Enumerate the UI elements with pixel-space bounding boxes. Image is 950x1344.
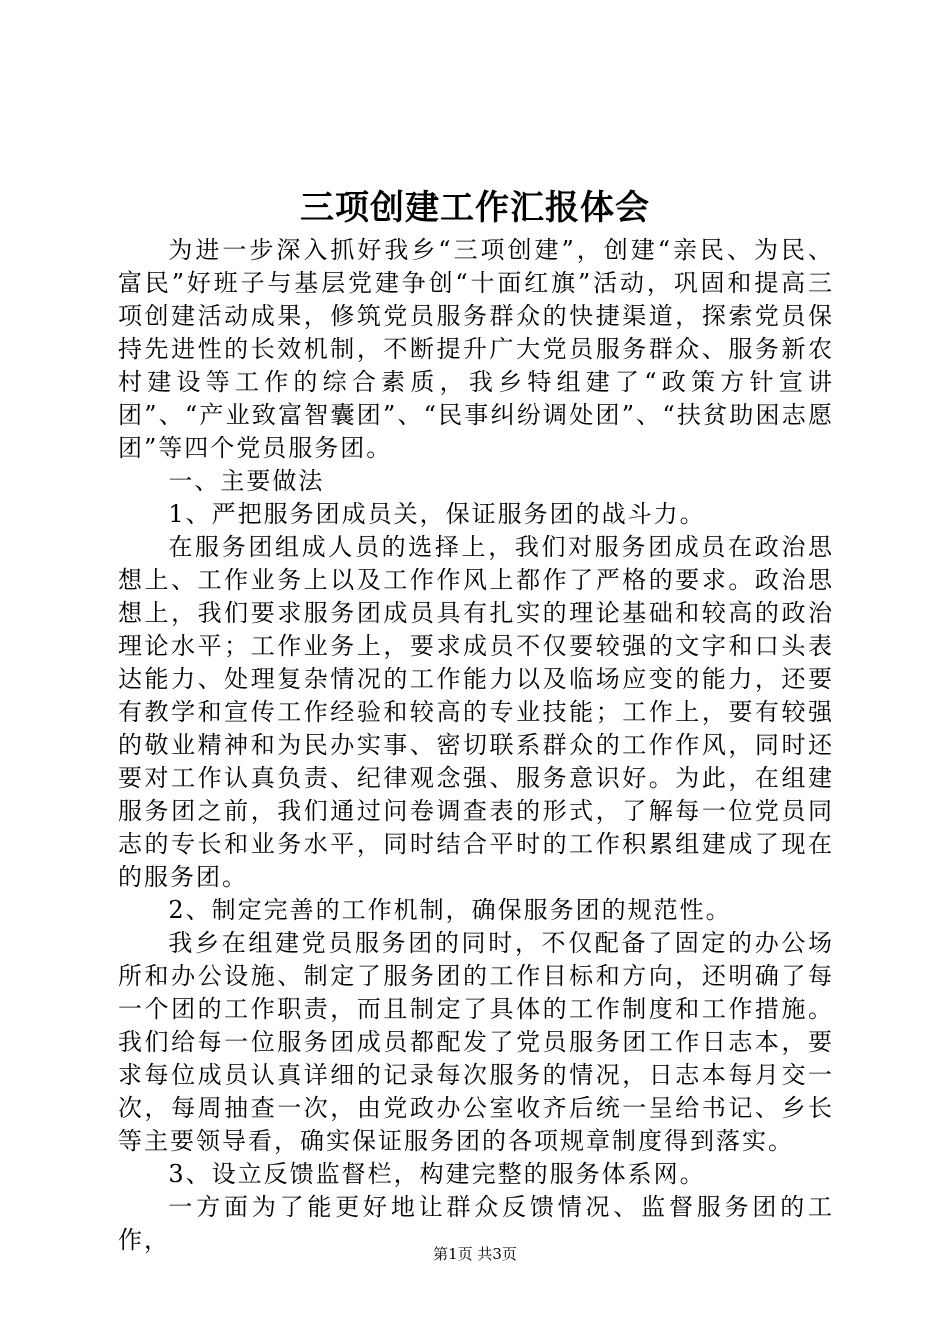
- page-footer: 第1页 共3页: [433, 1245, 517, 1263]
- subheading-1: 1、严把服务团成员关，保证服务团的战斗力。: [168, 500, 706, 528]
- body-paragraph-1: 在服务团组成人员的选择上，我们对服务团成员在政治思想上、工作业务上以及工作作风上都作了严格的要求。政治思想上，我们要求服务团成员具有扎实的理论基础和较高的政治理论水平；工作业务上，要求成员不仅要较强的文字和口头表达能力、处理复杂情况的工作能力以及临场应变的能力，还要有教学和宣传工作经验和较高的专业技能；工作上，要有较强的敬业精神和为民办实事、密切联系群众的工作作风，同时还要对工作认真负责、纪律观念强、服务意识好。为此，在组建服务团之前，我们通过问卷调查表的形式，了解每一位党员同志的专长和业务水平，同时结合平时的工作积累组建成了现在的服务团。: [118, 533, 834, 891]
- body-paragraph-3: 一方面为了能更好地让群众反馈情况、监督服务团的工作，: [118, 1193, 834, 1254]
- document-title: 三项创建工作汇报体会: [300, 188, 650, 228]
- intro-paragraph: 为进一步深入抓好我乡“三项创建”，创建“亲民、为民、富民”好班子与基层党建争创“十面红旗”活动，巩固和提高三项创建活动成果，修筑党员服务群众的快捷渠道，探索党员保持先进性的长效机制，不断提升广大党员服务群众、服务新农村建设等工作的综合素质，我乡特组建了“政策方针宣讲团”、“产业致富智囊团”、“民事纠纷调处团”、“扶贫助困志愿团”等四个党员服务团。: [118, 236, 834, 462]
- section-heading-main-practices: 一、主要做法: [168, 467, 325, 495]
- subheading-3: 3、设立反馈监督栏，构建完整的服务体系网。: [168, 1160, 706, 1188]
- subheading-2: 2、制定完善的工作机制，确保服务团的规范性。: [168, 896, 732, 924]
- document-body: [118, 234, 834, 1257]
- body-paragraph-2: 我乡在组建党员服务团的同时，不仅配备了固定的办公场所和办公设施、制定了服务团的工作目标和方向，还明确了每一个团的工作职责，而且制定了具体的工作制度和工作措施。我们给每一位服务团成员都配发了党员服务团工作日志本，要求每位成员认真详细的记录每次服务的情况，日志本每月交一次，每周抽查一次，由党政办公室收齐后统一呈给书记、乡长等主要领导看，确实保证服务团的各项规章制度得到落实。: [118, 929, 834, 1155]
